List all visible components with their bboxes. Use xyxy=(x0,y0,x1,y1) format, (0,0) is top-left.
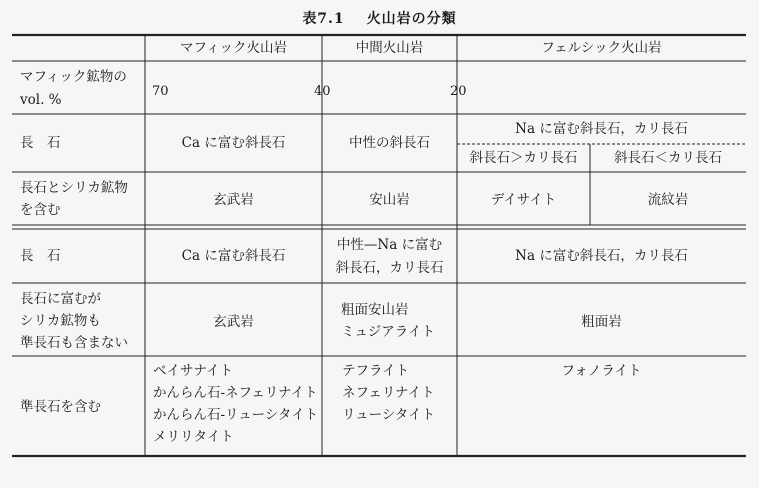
label-nosilica-line1: 長石に富むが xyxy=(20,291,101,307)
rock-basalt-1: 玄武岩 xyxy=(213,192,254,208)
feldspar1-felsic: Na に富む斜長石，カリ長石 xyxy=(515,121,688,137)
rock-rhyolite: 流紋岩 xyxy=(647,192,689,208)
rock-basalt-2: 玄武岩 xyxy=(213,314,254,330)
feldspar2-mafic: Ca に富む斜長石 xyxy=(181,248,286,264)
label-feldspathoid: 準長石を含む xyxy=(20,399,101,415)
table-caption: 火山岩の分類 xyxy=(366,11,457,27)
rock-trachyte: 粗面岩 xyxy=(581,314,622,330)
rock-nephelinite: ネフェリナイト xyxy=(342,385,435,401)
rock-dacite: デイサイト xyxy=(490,192,557,208)
header-mafic: マフィック火山岩 xyxy=(180,40,287,56)
label-mafic-vol-line2: vol. % xyxy=(20,92,62,108)
label-mafic-vol-line1: マフィック鉱物の xyxy=(20,69,127,85)
feldspar2-felsic: Na に富む斜長石，カリ長石 xyxy=(515,248,688,264)
label-nosilica-line2: シリカ鉱物も xyxy=(20,313,101,329)
rock-trachyandesite: 粗面安山岩 xyxy=(341,302,409,318)
rock-basanite: ベイサナイト xyxy=(153,363,234,379)
header-intermediate: 中間火山岩 xyxy=(355,40,424,56)
tick-20: 20 xyxy=(450,84,467,99)
rock-andesite: 安山岩 xyxy=(369,192,410,208)
feldspar2-intermediate-line2: 斜長石，カリ長石 xyxy=(335,260,444,276)
feldspar1-felsic-left: 斜長石＞カリ長石 xyxy=(469,150,578,166)
rock-tephrite: テフライト xyxy=(342,363,410,379)
label-feldspar-2: 長 石 xyxy=(20,248,61,264)
rock-mugearite: ミュジアライト xyxy=(341,324,435,340)
feldspar1-intermediate: 中性の斜長石 xyxy=(349,135,430,151)
rock-phonolite: フォノライト xyxy=(561,363,642,379)
tick-40: 40 xyxy=(314,84,331,99)
rock-melilitite: メリリタイト xyxy=(153,429,234,445)
rock-leucitite: リューシタイト xyxy=(342,407,436,423)
label-feldspar-1: 長 石 xyxy=(20,135,61,151)
label-nosilica-line3: 準長石も含まない xyxy=(20,335,128,351)
label-silica-line1: 長石とシリカ鉱物 xyxy=(20,180,128,196)
feldspar1-mafic: Ca に富む斜長石 xyxy=(181,135,286,151)
table-number: 表7.1 xyxy=(302,11,345,27)
feldspar2-intermediate-line1: 中性—Na に富む xyxy=(336,237,443,253)
feldspar1-felsic-right: 斜長石＜カリ長石 xyxy=(614,150,722,166)
label-silica-line2: を含む xyxy=(20,202,61,218)
rock-olivine-nephelinite: かんらん石-ネフェリナイト xyxy=(153,385,318,401)
rock-olivine-leucitite: かんらん石-リューシタイト xyxy=(153,407,319,423)
tick-70: 70 xyxy=(152,84,169,99)
header-felsic: フェルシック火山岩 xyxy=(541,40,662,56)
